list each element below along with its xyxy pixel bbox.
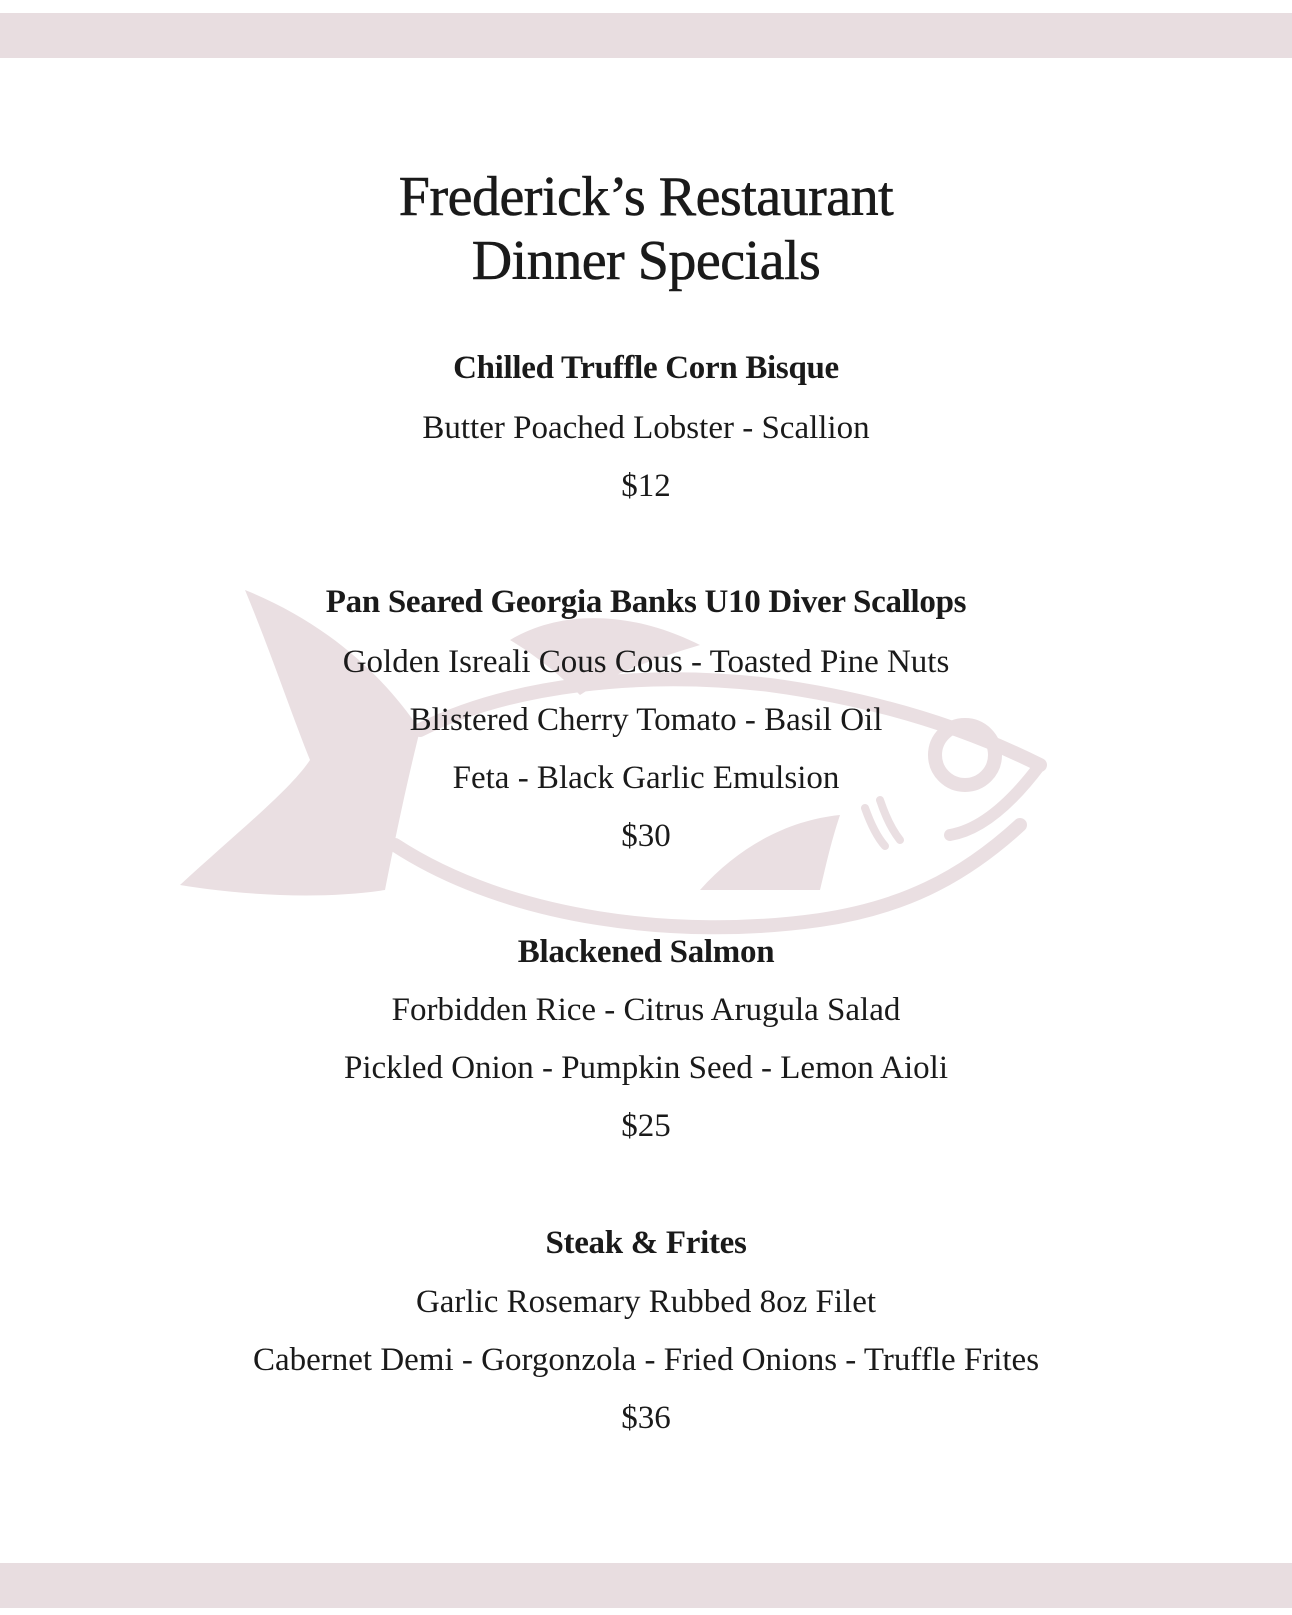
dish-name: Chilled Truffle Corn Bisque <box>453 350 839 386</box>
dish-description: Forbidden Rice - Citrus Arugula Salad <box>391 992 901 1028</box>
dish-price: $30 <box>621 818 671 854</box>
dish-description: Pickled Onion - Pumpkin Seed - Lemon Aioli <box>343 1050 949 1086</box>
dish-description: Butter Poached Lobster - Scallion <box>422 410 870 446</box>
dish-price: $36 <box>621 1400 671 1436</box>
dish-price: $12 <box>621 468 671 504</box>
bottom-decorative-band <box>0 1563 1292 1608</box>
dish-description: Feta - Black Garlic Emulsion <box>452 760 840 796</box>
dish-description: Blistered Cherry Tomato - Basil Oil <box>409 702 883 738</box>
dish-price: $25 <box>621 1108 671 1144</box>
menu-title: Dinner Specials <box>471 230 821 292</box>
dish-name: Blackened Salmon <box>517 934 775 970</box>
dish-name: Steak & Frites <box>545 1225 747 1261</box>
dish-description: Garlic Rosemary Rubbed 8oz Filet <box>415 1284 877 1320</box>
top-decorative-band <box>0 13 1292 58</box>
restaurant-name: Frederick’s Restaurant <box>398 166 894 228</box>
dish-name: Pan Seared Georgia Banks U10 Diver Scallops <box>325 584 967 620</box>
dish-description: Golden Isreali Cous Cous - Toasted Pine Nuts <box>342 644 950 680</box>
dish-description: Cabernet Demi - Gorgonzola - Fried Onions - Truffle Frites <box>252 1342 1040 1378</box>
